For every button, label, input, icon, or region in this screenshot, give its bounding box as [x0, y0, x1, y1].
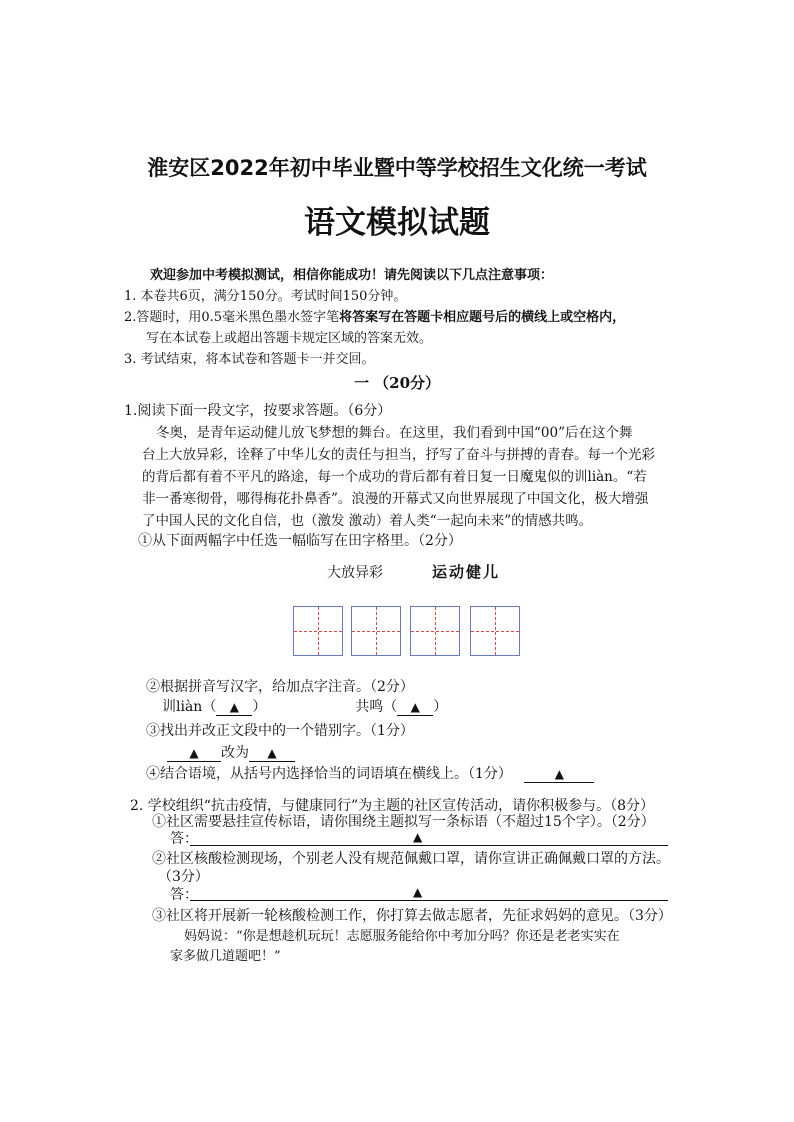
section-title: 一 （20分）	[353, 374, 441, 392]
q2-answer-mark: ▲	[413, 885, 423, 899]
answer-blank[interactable]: ▲	[524, 766, 594, 783]
mom-quote-2: 家多做几道题吧！”	[170, 949, 281, 964]
change-to-label: 改为	[221, 745, 249, 761]
passage-line: 冬奥，是青年运动健儿放飞梦想的舞台。在这里，我们看到中国“00”后在这个舞	[156, 425, 633, 441]
tianzige-box[interactable]	[470, 606, 520, 656]
notice-item-2-cont: 写在本试卷上或超出答题卡规定区域的答案无效。	[146, 331, 433, 346]
notice-item-2-normal: 2.答题时，用0.5毫米黑色墨水签字笔	[124, 310, 340, 325]
q2-stem: 2. 学校组织“抗击疫情，与健康同行”为主题的社区宣传活动，请你积极参与。（8分）	[130, 798, 655, 814]
answer-blank[interactable]: ▲	[397, 699, 433, 716]
q1-sub2-answers: 训liàn（ ▲ ） 共鸣（ ▲ ）	[162, 699, 448, 715]
q1-sub4: ④结合语境，从括号内选择恰当的词语填在横线上。（1分） ▲	[146, 763, 594, 783]
notice-item-2	[124, 306, 625, 325]
calligraphy-sample-1: 大放异彩	[327, 565, 383, 581]
exam-subtitle: 语文模拟试题	[304, 205, 490, 241]
answer-blank[interactable]: ▲	[249, 745, 295, 762]
passage-line: 了中国人民的文化自信，也（激发 激动）着人类“一起向未来”的情感共鸣。	[142, 513, 593, 529]
exam-title: 淮安区2022年初中毕业暨中等学校招生文化统一考试	[147, 156, 647, 180]
notice-item-2-bold: 将答案写在答题卡相应题号后的横线上或空格内，	[339, 310, 626, 325]
q2-sub2: ②社区核酸检测现场，个别老人没有规范佩戴口罩，请你宣讲正确佩戴口罩的方法。	[152, 851, 670, 867]
notice-item-1: 1. 本卷共6页，满分150分。考试时间150分钟。	[124, 289, 407, 304]
q2-answer-mark: ▲	[413, 830, 423, 844]
q1-passage	[142, 422, 655, 532]
calligraphy-sample-2: 运动健儿	[432, 563, 501, 581]
notice-intro: 欢迎参加中考模拟测试，相信你能成功！请先阅读以下几点注意事项：	[150, 268, 554, 283]
mom-quote-1: 妈妈说：“你是想趁机玩玩！志愿服务能给你中考加分吗？你还是老老实实在	[184, 929, 620, 944]
answer-blank[interactable]: ▲	[216, 699, 252, 716]
q2-answer-label: 答：	[170, 831, 198, 847]
word-label: 共鸣（	[355, 699, 398, 715]
answer-line[interactable]	[190, 845, 668, 846]
notice-item-3: 3. 考试结束，将本试卷和答题卡一并交回。	[124, 352, 375, 367]
q1-sub3-answers	[167, 742, 295, 762]
q1-sub1: ①从下面两幅字中任选一幅临写在田字格里。（2分）	[138, 533, 462, 549]
q1-sub2: ②根据拼音写汉字，给加点字注音。（2分）	[146, 679, 414, 695]
q2-answer-label: 答：	[170, 887, 198, 903]
q2-sub1: ①社区需要悬挂宣传标语，请你围绕主题拟写一条标语（不超过15个字）。（2分）	[152, 814, 655, 830]
q1-stem: 1.阅读下面一段文字，按要求答题。（6分）	[124, 403, 392, 419]
passage-line: 台上大放异彩，诠释了中华儿女的责任与担当，抒写了奋斗与拼搏的青春。每一个光彩	[142, 447, 655, 463]
tianzige-box[interactable]	[351, 606, 401, 656]
q1-sub3: ③找出并改正文段中的一个错别字。（1分）	[146, 723, 414, 739]
q2-sub3: ③社区将开展新一轮核酸检测工作，你打算去做志愿者，先征求妈妈的意见。（3分）	[152, 908, 672, 924]
q2-sub2-score: （3分）	[158, 869, 209, 885]
passage-line: 非一番寒彻骨，哪得梅花扑鼻香”。浪漫的开幕式又向世界展现了中国文化，极大增强	[142, 491, 649, 507]
tianzige-box[interactable]	[293, 606, 343, 656]
passage-line: 的背后都有着不平凡的路途，每一个成功的背后都有着日复一日魔鬼似的训liàn。“若	[142, 469, 647, 485]
tianzige-box[interactable]	[410, 606, 460, 656]
answer-blank[interactable]: ▲	[167, 745, 221, 762]
pinyin-label: 训liàn（	[162, 699, 217, 715]
answer-line[interactable]	[190, 900, 668, 901]
